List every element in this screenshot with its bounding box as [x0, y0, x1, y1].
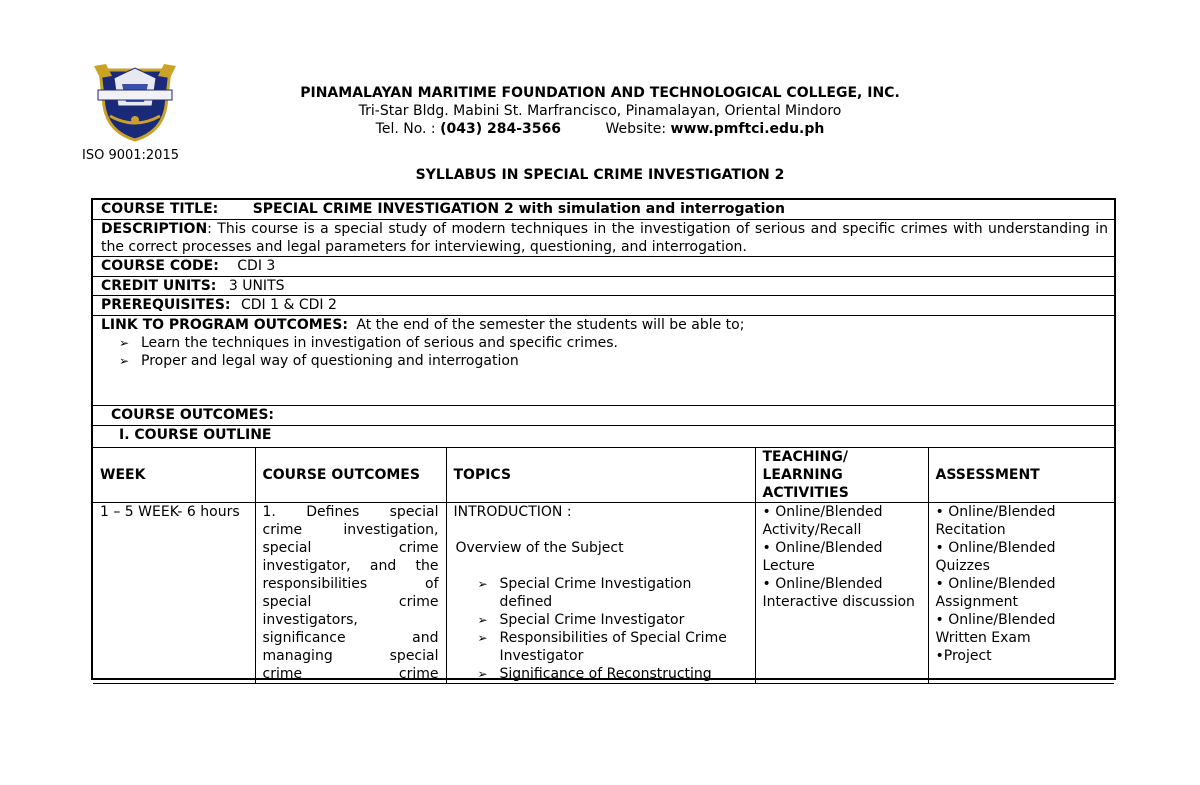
org-address: Tri-Star Bldg. Mabini St. Marfrancisco, Pinamalayan, Oriental Mindoro [358, 103, 842, 119]
topics-cell [446, 503, 755, 684]
topic-intro: INTRODUCTION : [453, 504, 572, 520]
table-header-row [93, 448, 1114, 503]
list-item: • Online/Blended Activity/Recall [762, 504, 883, 538]
credit-units-label: CREDIT UNITS: [101, 278, 217, 294]
list-item: • Online/Blended Quizzes [935, 540, 1056, 574]
list-item: • Online/Blended Interactive discussion [762, 576, 915, 610]
list-item: ➢ Special Crime Investigation defined [478, 575, 748, 611]
tel-label: Tel. No. : [375, 121, 436, 137]
course-outcomes-label: COURSE OUTCOMES: [111, 407, 275, 423]
outcome-line: 1. Defines special [262, 504, 439, 520]
list-item: • Online/Blended Lecture [762, 540, 883, 574]
list-item: ➢ Special Crime Investigator [478, 611, 748, 629]
program-outcomes-label: LINK TO PROGRAM OUTCOMES: [101, 317, 348, 333]
outcomes-cell [255, 503, 446, 684]
outcome-line: significance and [262, 630, 439, 646]
week-cell: 1 – 5 WEEK- 6 hours [93, 503, 255, 684]
course-outline-table [93, 447, 1114, 684]
description-label: DESCRIPTION [101, 221, 208, 237]
assessment-cell [928, 503, 1114, 684]
course-outcomes-row [93, 406, 1114, 426]
list-item: • Online/Blended Assignment [935, 576, 1056, 610]
topic-list [454, 575, 748, 683]
course-code-row [93, 257, 1114, 277]
website-label: Website: [605, 121, 667, 137]
list-item: • Online/Blended Written Exam [935, 612, 1056, 646]
prerequisites-row [93, 296, 1114, 316]
program-outcomes-list [101, 334, 1106, 370]
credit-units-value: 3 UNITS [228, 278, 285, 294]
header-week: WEEK [93, 448, 255, 503]
college-logo [92, 62, 178, 144]
header-course-outcomes: COURSE OUTCOMES [255, 448, 446, 503]
activities-cell [755, 503, 928, 684]
topic-overview: Overview of the Subject [455, 540, 624, 556]
credit-units-row [93, 277, 1114, 296]
course-title-value: SPECIAL CRIME INVESTIGATION 2 with simulation and interrogation [252, 201, 786, 217]
course-title-label: COURSE TITLE: [101, 201, 219, 217]
list-item: • Online/Blended Recitation [935, 504, 1056, 538]
course-code-value: CDI 3 [237, 258, 276, 274]
header-assessment: ASSESSMENT [928, 448, 1114, 503]
program-outcomes-row [93, 316, 1114, 406]
course-title-row [93, 200, 1114, 220]
table-row [93, 503, 1114, 684]
description-row [93, 220, 1114, 257]
outcome-line: investigator, and the [262, 558, 439, 574]
syllabus-table [91, 198, 1116, 680]
course-outline-label: I. COURSE OUTLINE [119, 427, 272, 443]
list-item: •Project [935, 648, 992, 664]
outcome-line: responsibilities of [262, 576, 439, 592]
list-item: ➢ Responsibilities of Special Crime Investigator [478, 629, 748, 665]
document-header [200, 84, 1000, 138]
prerequisites-value: CDI 1 & CDI 2 [240, 297, 337, 313]
outcome-line: crime investigation, [262, 522, 439, 538]
outcome-line: crime crime [262, 666, 439, 682]
outcome-line: special crime [262, 594, 439, 610]
list-item: ➢ Significance of Reconstructing [478, 665, 748, 683]
list-item: ➢ Learn the techniques in investigation of serious and specific crimes. [119, 334, 1106, 352]
header-activities: TEACHING/ LEARNING ACTIVITIES [755, 448, 928, 503]
document-title: SYLLABUS IN SPECIAL CRIME INVESTIGATION 2 [415, 167, 785, 183]
course-code-label: COURSE CODE: [101, 258, 219, 274]
org-name: PINAMALAYAN MARITIME FOUNDATION AND TECHNOLOGICAL COLLEGE, INC. [300, 85, 900, 101]
header-topics: TOPICS [446, 448, 755, 503]
contact-line [200, 120, 1000, 138]
outcome-line: managing special [262, 648, 439, 664]
description-text: : This course is a special study of modern techniques in the investigation of serious and specific crimes with understanding in the correct processes and legal parameters for interviewing, questioning, and interrogation. [101, 221, 1108, 255]
course-outline-row [93, 426, 1114, 447]
tel-value: (043) 284-3566 [440, 121, 562, 137]
list-item: ➢ Proper and legal way of questioning and interrogation [119, 352, 1106, 370]
website-value: www.pmftci.edu.ph [670, 121, 825, 137]
outcome-line: investigators, [262, 612, 358, 628]
prerequisites-label: PREREQUISITES: [101, 297, 231, 313]
outcome-line: special crime [262, 540, 439, 556]
program-outcomes-intro: At the end of the semester the students will be able to; [356, 317, 745, 333]
iso-certification: ISO 9001:2015 [82, 148, 179, 163]
